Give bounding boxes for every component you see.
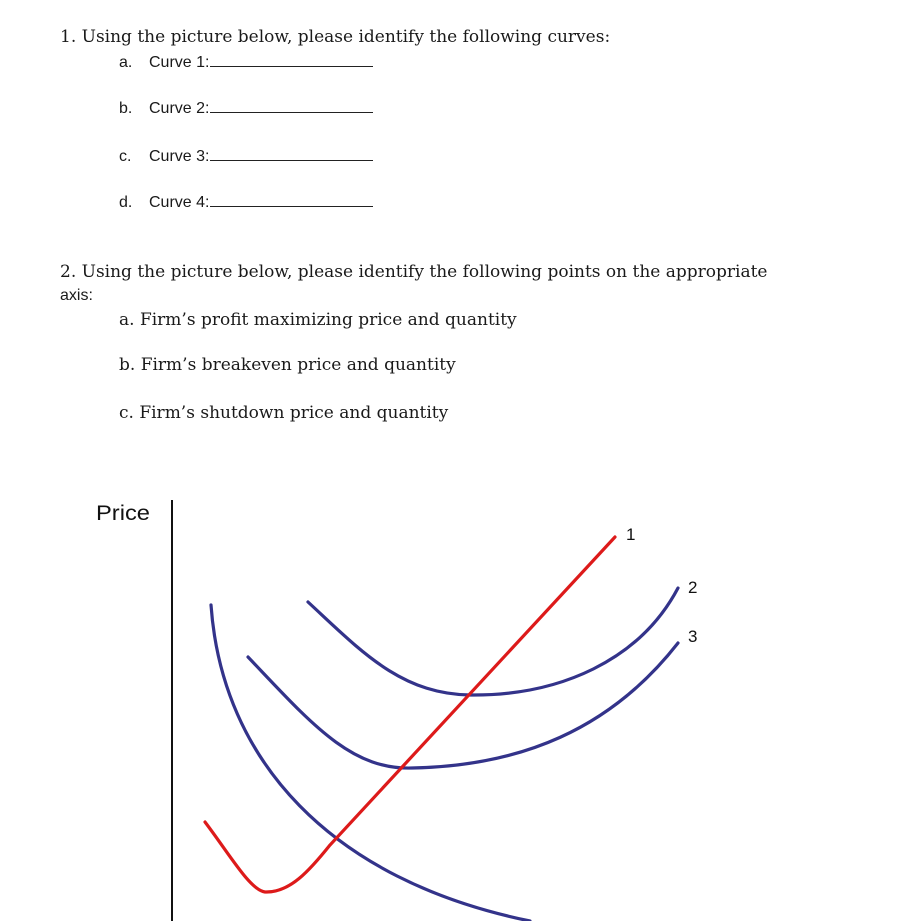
- y-axis-label: Price: [96, 502, 150, 525]
- curve-1-label: 1: [626, 525, 636, 544]
- question-1-prompt: 1. Using the picture below, please identify the following curves:: [60, 27, 611, 47]
- item-label: Curve 3:: [149, 148, 210, 165]
- item-letter: c.: [119, 148, 132, 165]
- question-2-item-c: c. Firm’s shutdown price and quantity: [119, 403, 449, 423]
- question-2-prompt-line-1: 2. Using the picture below, please identify the following points on the appropriate: [60, 262, 768, 282]
- item-letter: d.: [119, 194, 133, 211]
- item-label: Curve 4:: [149, 194, 210, 211]
- item-label: Curve 1:: [149, 54, 210, 71]
- item-letter: b.: [119, 100, 133, 117]
- item-label: Curve 2:: [149, 100, 210, 117]
- curve-2: [308, 588, 678, 695]
- curve-2-label: 2: [688, 578, 698, 597]
- question-2-item-b: b. Firm’s breakeven price and quantity: [119, 355, 456, 375]
- item-letter: a.: [119, 54, 133, 71]
- question-2-item-a: a. Firm’s profit maximizing price and quantity: [119, 310, 517, 330]
- curve-1: [205, 537, 615, 892]
- curve-3: [248, 643, 678, 768]
- curve-3-label: 3: [688, 627, 698, 646]
- curve-4: [211, 605, 530, 921]
- question-2-prompt-line-2: axis:: [60, 287, 93, 304]
